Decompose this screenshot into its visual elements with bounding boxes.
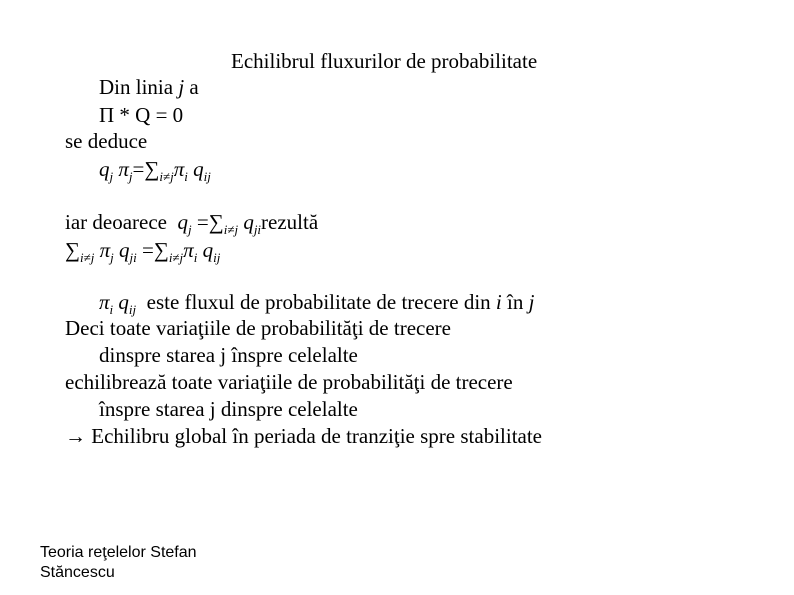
eq1-equals-sum: =∑ — [132, 157, 160, 181]
flux-q: q — [118, 290, 129, 314]
eq3-sub-ji: ji — [129, 250, 137, 265]
flux-in: în — [507, 290, 524, 314]
text-line-se-deduce: se deduce — [65, 129, 148, 153]
text-line-echilibreaza: echilibrează toate variaţiile de probabilităţi de trecere — [65, 370, 513, 394]
din-linia-text: Din linia j a — [99, 75, 199, 99]
footer — [40, 543, 197, 583]
footer-line-2: Stăncescu — [40, 564, 115, 581]
eq2-sum-index: i≠j — [223, 222, 239, 237]
eq1-sub-ij: ij — [203, 169, 211, 184]
eq1-sub-i: i — [184, 169, 188, 184]
eq3-q: q — [119, 238, 130, 262]
flux-text: este fluxul de probabilitate de trecere din — [146, 290, 491, 314]
equation-balance-2 — [65, 210, 319, 237]
eq3-equals-sum: =∑ — [141, 238, 169, 262]
eq1-sub-j2: j — [128, 169, 133, 184]
din-linia-j: j — [178, 75, 185, 99]
equation-balance-3 — [65, 238, 221, 265]
flux-sub-i: i — [109, 302, 114, 317]
eq2-q2: q — [243, 210, 254, 234]
flux-pi: π — [99, 290, 110, 314]
text-line-equation-pi-q: Π * Q = 0 — [99, 103, 184, 127]
footer-line-1: Teoria reţelelor Stefan — [40, 544, 197, 561]
eq2-q: q — [177, 210, 188, 234]
eq2-sub-j: j — [188, 222, 192, 237]
eq3-sum-index2: i≠j — [168, 250, 184, 265]
equation-balance-1 — [99, 157, 211, 184]
text-line-inspre: înspre starea j dinspre celelalte — [99, 397, 358, 421]
text-line-flux — [99, 290, 535, 317]
text-line-dinspre: dinspre starea j înspre celelalte — [99, 343, 358, 367]
eq2-pre: iar deoarece — [65, 210, 167, 234]
flux-j: j — [528, 290, 535, 314]
eq2-post: rezultă — [261, 210, 319, 234]
eq2-equals-sum: =∑ — [196, 210, 224, 234]
eq3-pi: π — [99, 238, 111, 262]
eq1-sum-index: i≠j — [159, 169, 174, 184]
eq1-sub-j: j — [109, 169, 114, 184]
eq3-pi2: π — [183, 238, 194, 262]
eq1-q2: q — [193, 157, 204, 181]
eq3-sum: ∑ — [65, 238, 80, 262]
flux-i: i — [495, 290, 502, 314]
eq3-sub-j: j — [110, 250, 114, 265]
eq3-sum-index: i≠j — [79, 250, 95, 265]
slide-title: Echilibrul fluxurilor de probabilitate — [231, 49, 538, 73]
eq3-q2: q — [202, 238, 214, 262]
text-line-conclusion: → Echilibru global în periada de tranziţie spre stabilitate — [65, 424, 543, 448]
text-line-deci: Deci toate variaţiile de probabilităţi de trecere — [65, 316, 451, 340]
eq1-pi2: π — [173, 157, 185, 181]
eq2-sub-ji: ji — [253, 222, 262, 237]
text-line-din-linia — [99, 75, 199, 99]
eq3-sub-i: i — [193, 250, 198, 265]
eq1-pi: π — [118, 157, 129, 181]
eq1-q: q — [99, 157, 110, 181]
flux-sub-ij: ij — [128, 302, 137, 317]
eq3-sub-ij: ij — [213, 250, 221, 265]
